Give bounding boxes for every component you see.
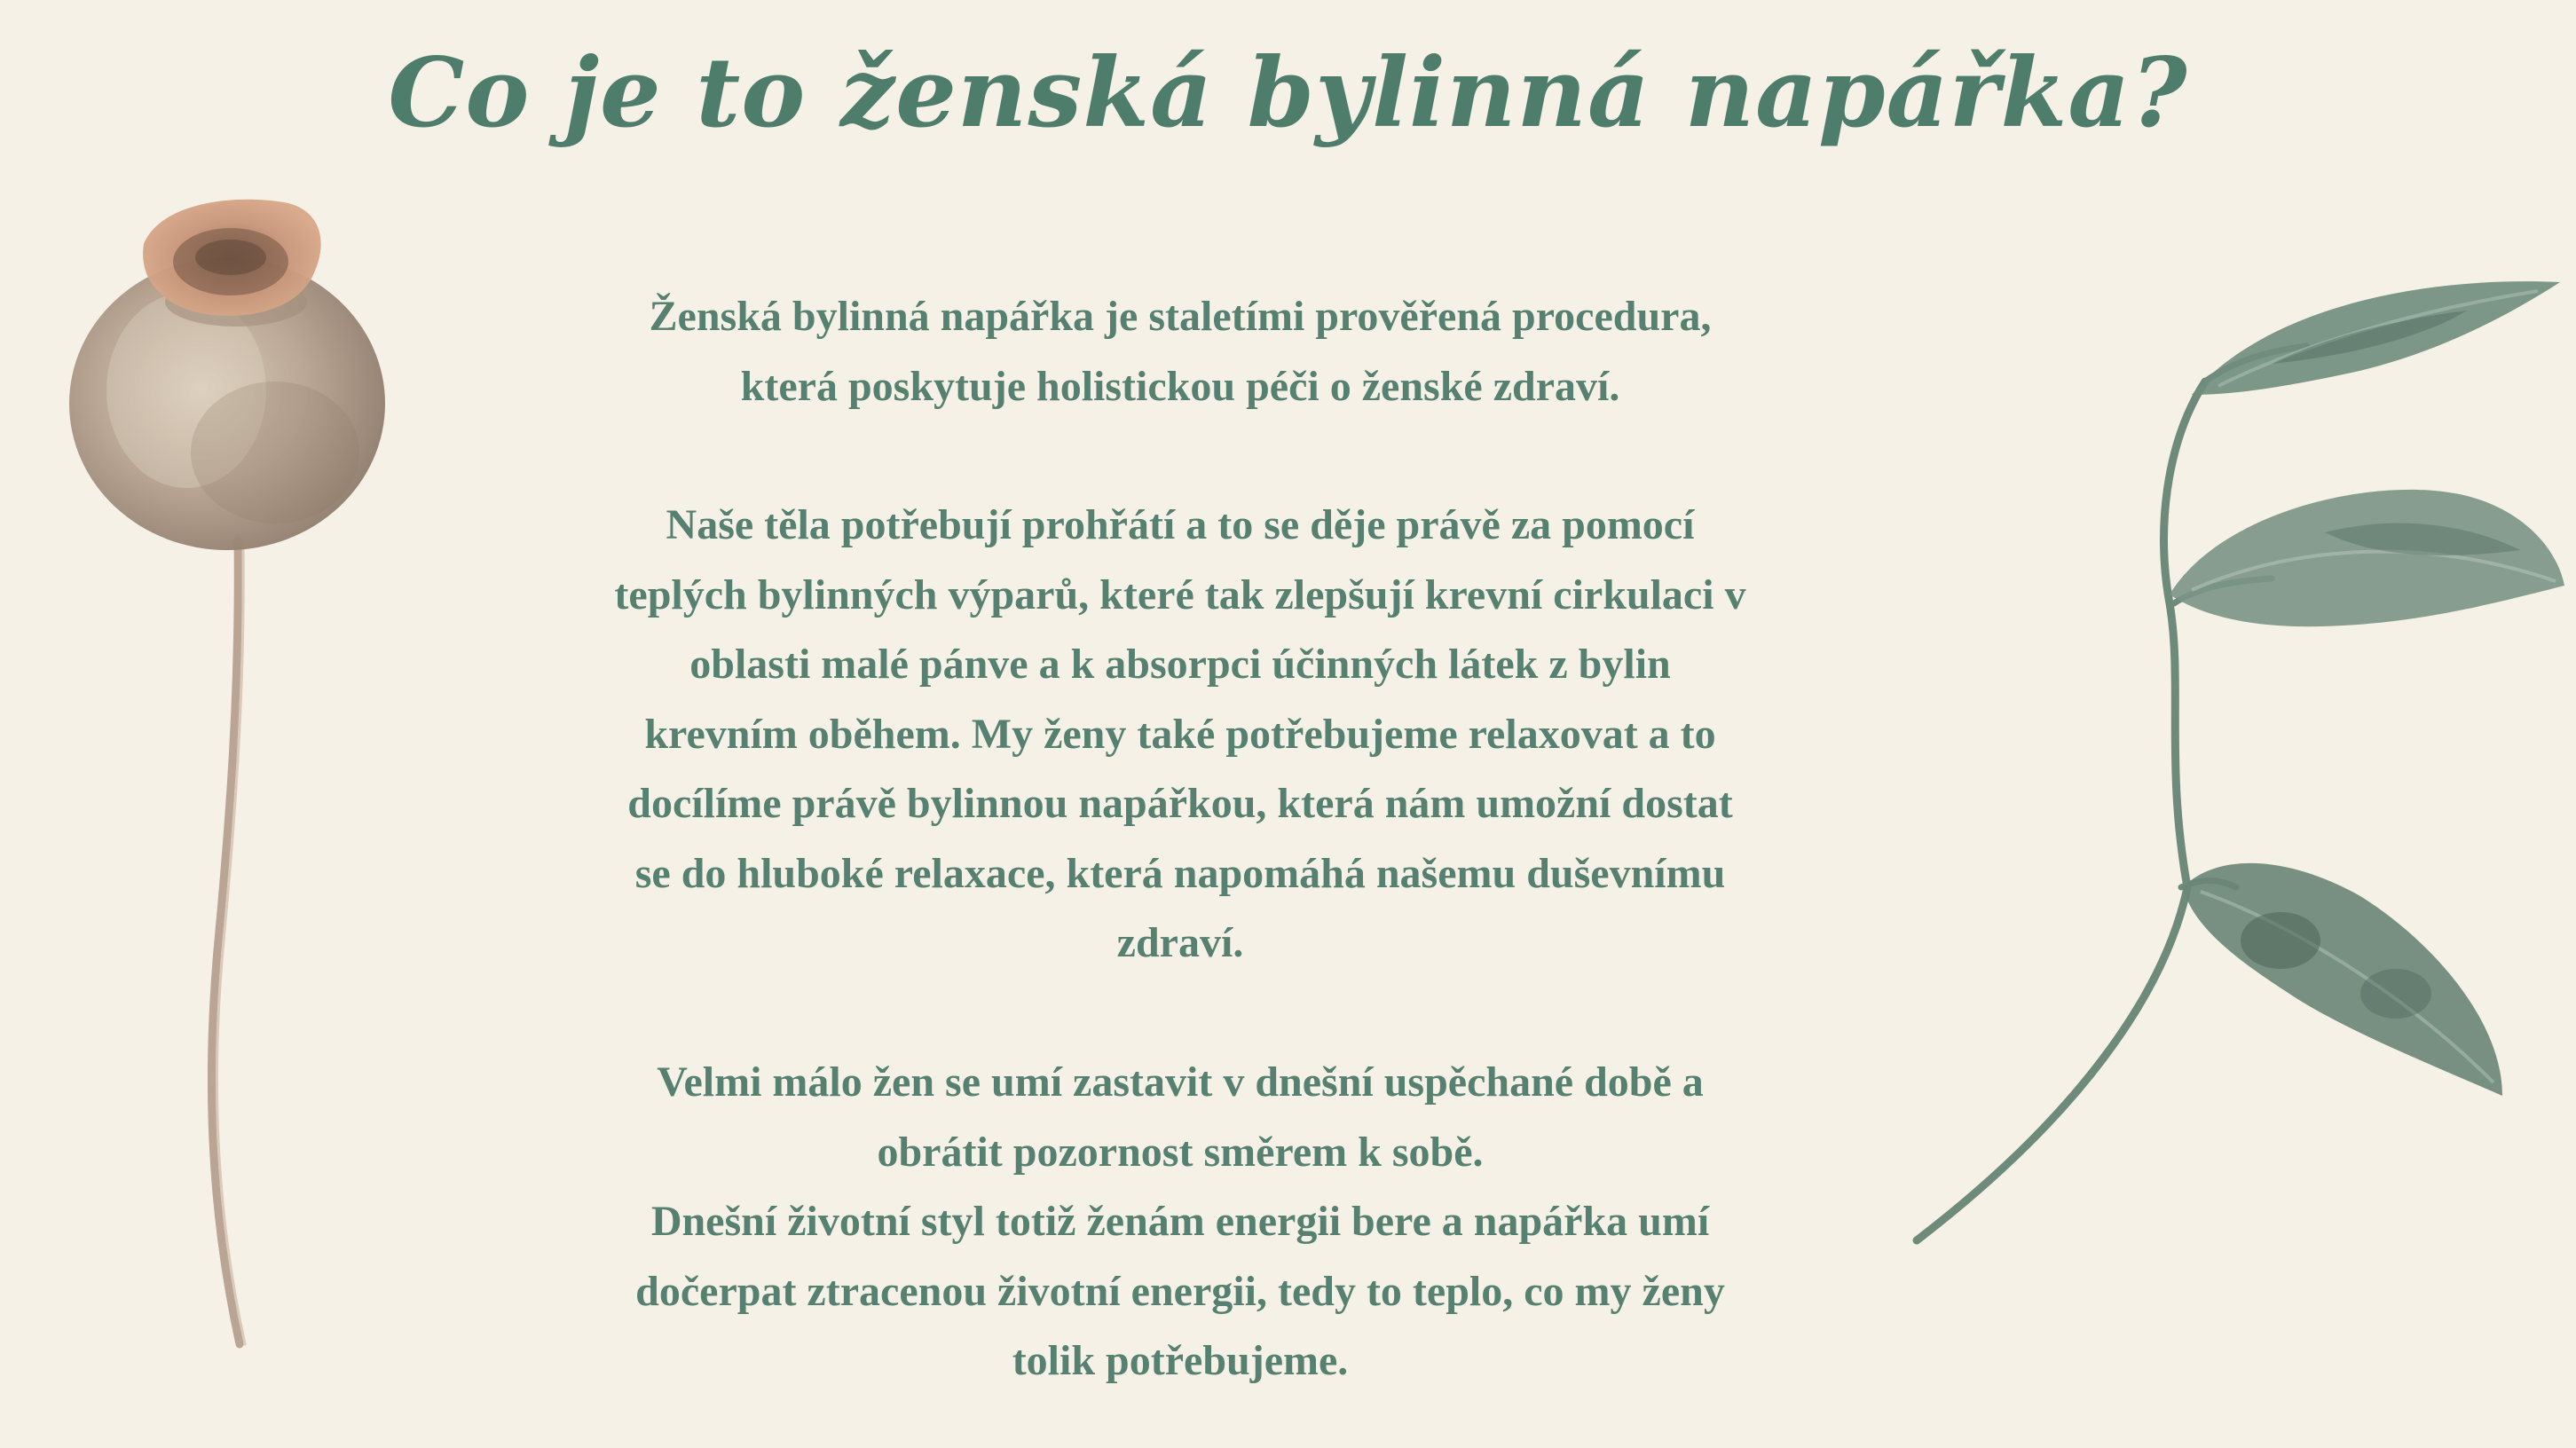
text-line: tolik potřebujeme. [1012,1337,1349,1384]
text-line: Dnešní životní styl totiž ženám energii bere a napářka umí [650,1198,1710,1245]
poppy-pod-illustration [53,186,408,1375]
text-line: obrátit pozornost směrem k sobě. [877,1128,1484,1176]
paragraph-benefits [515,491,1846,979]
text-line: Velmi málo žen se umí zastavit v dnešní uspěchané době a [657,1058,1704,1106]
text-line: se do hluboké relaxace, která napomáhá našemu duševnímu [634,849,1726,897]
leaf-branch-illustration [1899,266,2576,1260]
paragraph-lifestyle [515,1048,1846,1397]
text-line: která poskytuje holistickou péči o ženské zdraví. [740,362,1620,410]
text-line: dočerpat ztracenou životní energii, tedy to teplo, co my ženy [635,1267,1725,1315]
text-line: krevním oběhem. My ženy také potřebujeme relaxovat a to [644,710,1716,758]
page-title: Co je to ženská bylinná napářka? [388,37,2188,149]
text-line: docílíme právě bylinnou napářkou, která nám umožní dostat [627,780,1733,827]
text-line: Ženská bylinná napářka je staletími prověřená procedura, [649,293,1712,340]
paragraph-intro [515,282,1846,421]
text-line: teplých bylinných výparů, které tak zlepšují krevní cirkulaci v [614,571,1746,618]
text-line: oblasti malé pánve a k absorpci účinných látek z bylin [689,641,1671,688]
text-line: zdraví. [1116,919,1244,966]
text-line: Naše těla potřebují prohřátí a to se děje právě za pomocí [666,501,1695,548]
